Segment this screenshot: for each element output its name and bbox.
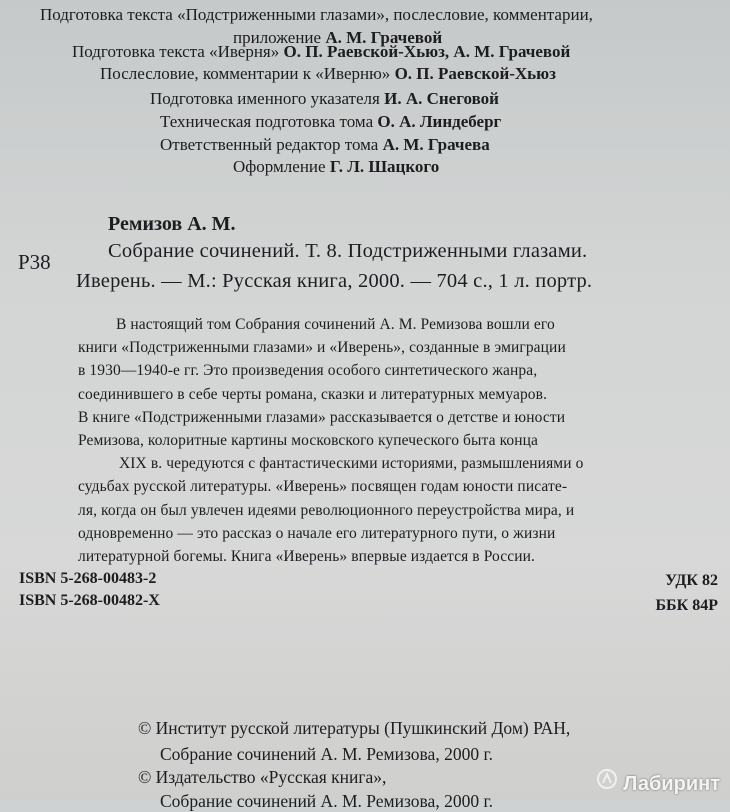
bbk-code: ББК 84Р: [655, 597, 718, 614]
credit-role: Ответственный редактор тома: [160, 135, 383, 154]
credit-person: Г. Л. Шацкого: [329, 157, 440, 176]
credit-line: [100, 64, 556, 84]
credit-line: [150, 89, 499, 109]
annotation-line: одновременно — это рассказ о начале его литературного пути, о жизни: [78, 524, 556, 542]
credit-role: Подготовка текста «Подстриженными глазами», послесловие, комментарии,: [40, 5, 593, 24]
annotation-line: Ремизова, колоритные картины московского купеческого быта конца: [78, 432, 539, 449]
credit-person: И. А. Снеговой: [384, 89, 499, 108]
annotation-line: литературной богемы. Книга «Иверень» впервые издается в России.: [78, 548, 535, 565]
annotation-line: В настоящий том Собрания сочинений А. М. Ремизова вошли его: [116, 316, 555, 333]
credit-role: Подготовка именного указателя: [150, 89, 385, 108]
copyright-line-1: © Институт русской литературы (Пушкинский Дом) РАН,: [138, 718, 571, 738]
credit-role: приложение: [233, 28, 326, 47]
annotation-line: соединившего в себе черты романа, сказки и литературных мемуаров.: [78, 385, 548, 403]
annotation-line: В книге «Подстриженными глазами» рассказывается о детстве и юности: [78, 408, 566, 426]
copyright-line-2: Собрание сочинений А. М. Ремизова, 2000 г.: [160, 744, 494, 764]
annotation-line: книги «Подстриженными глазами» и «Иверень», созданные в эмиграции: [78, 339, 566, 357]
credit-line: [40, 5, 593, 25]
copyright-line-4: Собрание сочинений А. М. Ремизова, 2000 г.: [160, 791, 494, 811]
credit-line: [233, 157, 439, 177]
credit-person: А. М. Грачева: [382, 135, 490, 154]
title-line-2: Иверень. — М.: Русская книга, 2000. — 704 с., 1 л. портр.: [76, 270, 593, 292]
udk-code: УДК 82: [665, 572, 718, 589]
isbn-1: ISBN 5-268-00483-2: [19, 570, 157, 587]
credit-line: [72, 42, 570, 62]
credit-role: Оформление: [233, 157, 330, 176]
credit-person: О. П. Раевской-Хьюз, А. М. Грачевой: [283, 42, 571, 61]
annotation-line: в 1930—1940-е гг. Это произведения особого синтетического жанра,: [78, 362, 538, 380]
credit-role: Техническая подготовка тома: [160, 112, 378, 131]
isbn-2: ISBN 5-268-00482-X: [19, 592, 160, 609]
credit-person: О. А. Линдеберг: [377, 112, 502, 131]
author-name: Ремизов А. М.: [108, 213, 236, 235]
copyright-line-3: © Издательство «Русская книга»,: [138, 767, 387, 787]
annotation-line: ля, когда он был увлечен идеями революционного переустройства мира, и: [78, 501, 575, 519]
watermark-text: Лабиринт: [623, 773, 720, 795]
credit-person: О. П. Раевской-Хьюз: [394, 64, 556, 83]
credit-role: Подготовка текста «Иверня»: [72, 42, 284, 61]
title-line-1: Собрание сочинений. Т. 8. Подстриженными глазами.: [108, 240, 588, 262]
credit-line: [160, 112, 501, 132]
credit-role: Послесловие, комментарии к «Иверню»: [100, 64, 395, 83]
annotation-line: судьбах русской литературы. «Иверень» посвящен годам юности писате-: [78, 478, 568, 496]
credit-line: [160, 135, 490, 155]
labirint-logo-icon: [596, 768, 618, 790]
library-code: Р38: [18, 250, 51, 274]
credit-person: А. М. Грачевой: [325, 28, 443, 47]
annotation-line: XIX в. чередуются с фантастическими историями, размышлениями о: [119, 455, 584, 473]
